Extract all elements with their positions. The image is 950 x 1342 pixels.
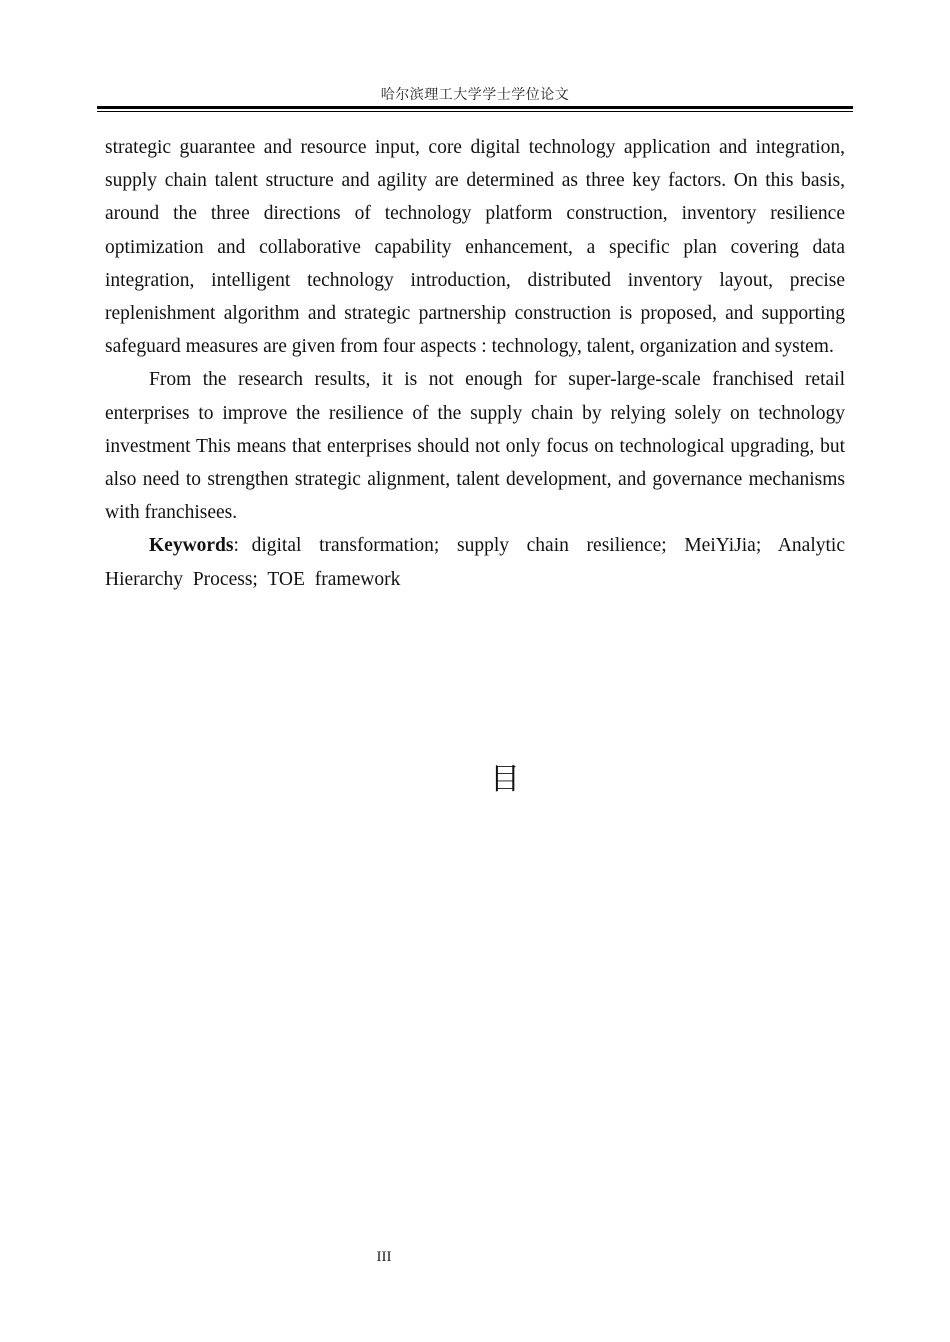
toc-heading: 目: [490, 762, 520, 797]
abstract-paragraph-2: From the research results, it is not enough for super-large-scale franchised retail enterprises to improve the resilience of the supply chain by relying solely on technology investment This means that enterprises should not only focus on technological upgrading, but also need to strengthen strategic alignment, talent development, and governance mechanisms with franchisees.: [105, 369, 845, 524]
running-header: 哈尔滨理工大学学士学位论文: [380, 87, 570, 103]
abstract-body: [105, 131, 845, 596]
page-number: III: [376, 1249, 392, 1265]
keywords-paragraph: [105, 529, 845, 595]
header-rule-thick: [97, 106, 853, 109]
header-rule-thin: [97, 111, 853, 112]
keywords-separator: :: [233, 535, 239, 557]
abstract-paragraph-1: strategic guarantee and resource input, core digital technology application and integration, supply chain talent structure and agility are determined as three key factors. On this basis, around the three directions of technology platform construction, inventory resilience optimization and collaborative capability enhancement, a specific plan covering data integration, intelligent technology introduction, distributed inventory layout, precise replenishment algorithm and strategic partnership construction is proposed, and supporting safeguard measures are given from four aspects : technology, talent, organization and system.: [105, 137, 845, 358]
keywords-label: Keywords: [149, 535, 234, 557]
keywords-list: digital transformation; supply chain resilience; MeiYiJia; Analytic Hierarchy Process; TOE framework: [105, 535, 845, 590]
